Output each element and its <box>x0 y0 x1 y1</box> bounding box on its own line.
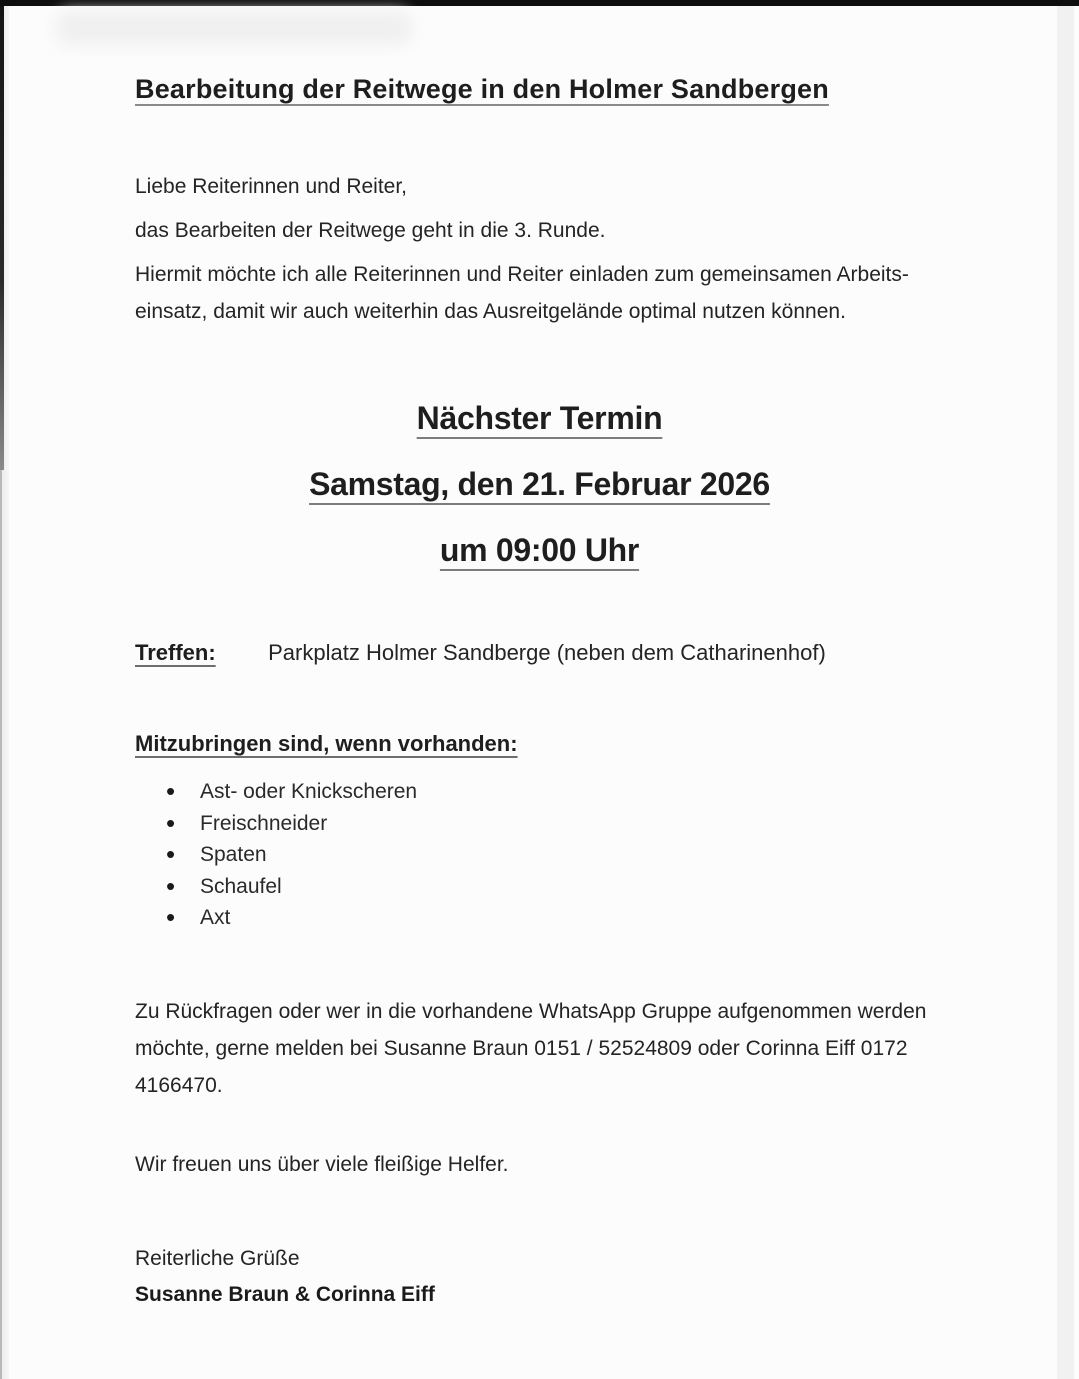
contact-paragraph <box>135 993 926 1104</box>
round-info-line: das Bearbeiten der Reitwege geht in die 3. Runde. <box>135 219 606 242</box>
meeting-point-location: Parkplatz Holmer Sandberge (neben dem Catharinenhof) <box>268 640 826 665</box>
contact-line-3: 4166470. <box>135 1074 223 1097</box>
contact-line-2: möchte, gerne melden bei Susanne Braun 0151 / 52524809 oder Corinna Eiff 0172 <box>135 1037 908 1060</box>
appointment-heading: Nächster Termin <box>416 400 663 436</box>
signature-line: Susanne Braun & Corinna Eiff <box>135 1283 435 1306</box>
invite-paragraph <box>135 256 909 330</box>
meeting-point-label: Treffen: <box>135 640 216 665</box>
list-item <box>135 776 417 808</box>
page-edge-right-shade <box>1057 0 1074 1379</box>
list-item-label: Spaten <box>200 843 267 866</box>
appointment-date: Samstag, den 21. Februar 2026 <box>309 466 770 502</box>
list-item <box>135 871 417 903</box>
document-title: Bearbeitung der Reitwege in den Holmer Sandbergen <box>135 74 829 104</box>
bring-list <box>135 776 417 934</box>
redacted-letterhead-blur <box>56 10 412 46</box>
list-item <box>135 902 417 934</box>
page-edge-left-line <box>0 440 2 1379</box>
thanks-line: Wir freuen uns über viele fleißige Helfer. <box>135 1153 509 1176</box>
page-edge-top <box>0 0 1079 6</box>
invite-line-2: einsatz, damit wir auch weiterhin das Ausreitgelände optimal nutzen können. <box>135 300 846 323</box>
list-item <box>135 839 417 871</box>
meeting-point-row <box>135 640 826 666</box>
contact-line-1: Zu Rückfragen oder wer in die vorhandene WhatsApp Gruppe aufgenommen werden <box>135 1000 927 1023</box>
appointment-time: um 09:00 Uhr <box>439 532 640 568</box>
list-item-label: Freischneider <box>200 811 328 835</box>
greeting-line: Reiterliche Grüße <box>135 1247 300 1270</box>
invite-line-1: Hiermit möchte ich alle Reiterinnen und Reiter einladen zum gemeinsamen Arbeits- <box>135 263 909 286</box>
list-item-label: Schaufel <box>200 874 282 898</box>
salutation: Liebe Reiterinnen und Reiter, <box>135 175 408 198</box>
list-item-label: Ast- oder Knickscheren <box>200 780 418 803</box>
list-item <box>135 808 417 840</box>
list-item-label: Axt <box>200 906 231 929</box>
bring-heading: Mitzubringen sind, wenn vorhanden: <box>135 731 518 756</box>
